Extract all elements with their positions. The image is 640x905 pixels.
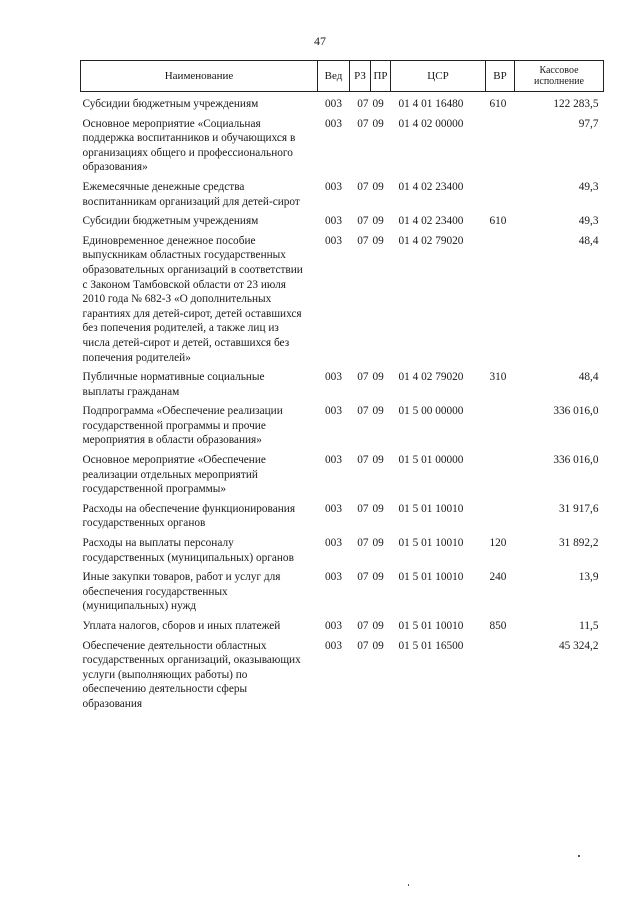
scan-speck [578,855,580,857]
row-cash-execution: 48,4 [578,234,599,247]
row-pr: 09 [372,371,384,384]
row-cash-execution: 49,3 [578,215,599,228]
row-rz: 07 [357,571,369,584]
row-ved: 003 [325,117,342,130]
row-ved: 003 [325,639,342,652]
row-pr: 09 [372,405,384,418]
row-ved: 003 [325,180,342,193]
row-name: Расходы на обеспечение функционирования государственных органов [82,502,296,530]
row-csr: 01 5 01 10010 [398,571,464,584]
row-rz: 07 [357,405,369,418]
row-csr: 01 4 02 23400 [398,180,464,193]
row-vr [486,234,515,370]
row-csr: 01 5 01 16500 [398,639,464,652]
row-vr: 610 [489,215,507,228]
budget-table [80,60,604,717]
row-vr: 120 [489,537,507,550]
row-vr: 610 [489,98,507,110]
header-csr: ЦСР [391,61,486,92]
row-csr: 01 5 01 10010 [398,537,464,550]
row-name: Основное мероприятие «Социальная поддержка воспитанников и обучающихся в организациях общего и профессионального образования» [82,117,296,174]
row-rz: 07 [357,215,369,228]
row-rz: 07 [357,502,369,515]
row-name: Подпрограмма «Обеспечение реализации государственной программы и прочие мероприятия в области образования» [82,405,283,447]
row-rz: 07 [357,639,369,652]
row-cash-execution: 336 016,0 [553,454,599,467]
row-pr: 09 [372,180,384,193]
row-csr: 01 5 01 00000 [398,454,464,467]
row-pr: 09 [372,117,384,130]
table-row [81,370,604,404]
row-ved: 003 [325,405,342,418]
scan-speck [408,884,409,886]
row-cash-execution: 49,3 [578,180,599,193]
row-ved: 003 [325,454,342,467]
header-name: Наименование [81,61,318,92]
row-pr: 09 [372,98,384,110]
row-name: Иные закупки товаров, работ и услуг для обеспечения государственных (муниципальных) нужд [82,571,281,613]
row-cash-execution: 11,5 [579,620,599,632]
row-vr [486,502,515,536]
row-rz: 07 [357,98,369,110]
row-rz: 07 [357,117,369,130]
row-pr: 09 [372,620,384,632]
header-rz: РЗ [350,61,371,92]
row-csr: 01 4 02 00000 [398,117,464,130]
row-pr: 09 [372,234,384,247]
table-row [81,117,604,180]
row-csr: 01 4 01 16480 [398,98,464,110]
row-vr: 850 [489,620,507,632]
table-row [81,214,604,234]
row-csr: 01 5 01 10010 [398,502,464,515]
row-vr: 310 [489,371,507,384]
row-rz: 07 [357,180,369,193]
header-cash-execution: Кассовое исполнение [515,61,604,92]
page-number: 47 [314,34,326,48]
table-row [81,570,604,619]
header-pr: ПР [371,61,391,92]
table-row [81,619,604,639]
row-vr [486,453,515,502]
table-body [81,92,604,717]
table-row [81,92,604,117]
row-vr [486,404,515,453]
row-csr: 01 5 01 10010 [398,620,464,632]
row-vr [486,117,515,180]
row-cash-execution: 45 324,2 [558,639,599,652]
row-csr: 01 4 02 79020 [398,234,464,247]
row-name: Уплата налогов, сборов и иных платежей [82,620,281,632]
table-row [81,502,604,536]
row-cash-execution: 48,4 [578,371,599,384]
row-vr [486,180,515,214]
row-cash-execution: 13,9 [578,571,599,584]
row-cash-execution: 31 892,2 [558,537,599,550]
row-csr: 01 5 00 00000 [398,405,464,418]
row-name: Субсидии бюджетным учреждениям [82,215,259,228]
row-vr: 240 [489,571,507,584]
row-cash-execution: 31 917,6 [558,502,599,515]
row-pr: 09 [372,571,384,584]
row-name: Публичные нормативные социальные выплаты гражданам [82,371,265,398]
row-cash-execution: 122 283,5 [553,98,599,110]
table-row [81,180,604,214]
row-ved: 003 [325,537,342,550]
row-csr: 01 4 02 79020 [398,371,464,384]
row-rz: 07 [357,371,369,384]
row-pr: 09 [372,537,384,550]
row-vr [486,639,515,717]
row-ved: 003 [325,234,342,247]
table-row [81,639,604,717]
row-rz: 07 [357,537,369,550]
row-pr: 09 [372,215,384,228]
row-ved: 003 [325,502,342,515]
row-pr: 09 [372,639,384,652]
table-row [81,453,604,502]
row-name: Обеспечение деятельности областных государственных организаций, оказывающих услуги (выполняющих работы) по обеспечению деятельности сферы образования [82,639,301,710]
row-ved: 003 [325,371,342,384]
row-rz: 07 [357,620,369,632]
row-ved: 003 [325,571,342,584]
row-ved: 003 [325,620,342,632]
row-name: Ежемесячные денежные средства воспитанникам организаций для детей-сирот [82,180,300,208]
table-row [81,536,604,570]
table-row [81,234,604,370]
row-ved: 003 [325,215,342,228]
header-ved: Вед [318,61,350,92]
row-cash-execution: 97,7 [578,117,599,130]
row-rz: 07 [357,234,369,247]
row-name: Субсидии бюджетным учреждениям [82,98,259,110]
row-ved: 003 [325,98,342,110]
table-header-row [81,61,604,92]
row-rz: 07 [357,454,369,467]
row-csr: 01 4 02 23400 [398,215,464,228]
row-name: Единовременное денежное пособие выпускникам областных государственных образовательных организаций в соответствии с Законом Тамбовской области от 23 июля 2010 года № 682-З «О дополнительных гарантиях для детей-сирот, детей оставшихся без попечения родителей, а также лиц из числа детей-сирот и детей, оставшихся без попечения родителей» [82,234,303,364]
row-pr: 09 [372,502,384,515]
row-name: Расходы на выплаты персоналу государственных (муниципальных) органов [82,537,294,564]
row-pr: 09 [372,454,384,467]
row-cash-execution: 336 016,0 [553,405,599,418]
row-name: Основное мероприятие «Обеспечение реализации отдельных мероприятий государственной программы» [82,454,266,496]
table-row [81,404,604,453]
header-vr: ВР [486,61,515,92]
